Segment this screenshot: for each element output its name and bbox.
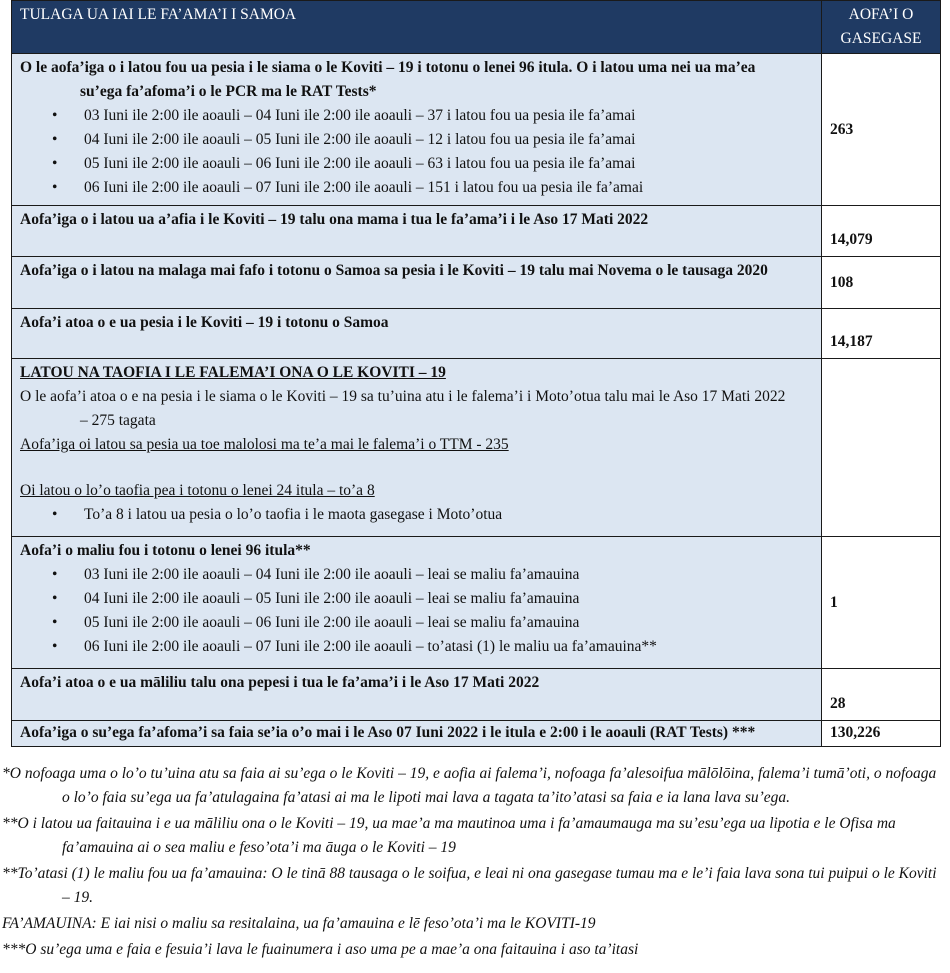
tests-description: Aofa’iga o su’ega fa’afoma’i sa faia se’ia o’o mai i le Aso 07 Iuni 2022 i le itula e 2:00 i le aoauli (RAT Tests) ***: [12, 721, 822, 747]
hospital-description: [12, 359, 822, 537]
new-cases-description: [12, 54, 822, 206]
hospital-value: [822, 359, 941, 537]
list-item: • 03 Iuni ile 2:00 ile aoauli – 04 Iuni ile 2:00 ile aoauli – leai se maliu fa’amauina: [20, 563, 813, 587]
footnote-recorded: FA’AMAUINA: E iai nisi o maliu sa resitalaina, ua fa’amauina e lē feso’ota’i ma le KOVITI-19: [2, 915, 596, 932]
table-row: [12, 721, 941, 747]
deaths-new-list: [20, 563, 813, 659]
total-cases-value: 14,187: [822, 309, 941, 359]
deaths-total-description: Aofa’i atoa o e ua māliliu talu ona pepesi i tua le fa’ama’i i le Aso 17 Mati 2022: [12, 669, 822, 721]
hospital-line3: Oi latou o lo’o taofia pea i totonu o lenei 24 itula – to’a 8: [20, 482, 375, 499]
new-cases-text-cont: su’ega fa’afoma’i o le PCR ma le RAT Tests*: [80, 83, 377, 100]
table-row: [12, 257, 941, 309]
table-header-row: [12, 1, 941, 54]
footnotes: [2, 762, 942, 964]
new-cases-list: [20, 104, 813, 200]
footnote-testing-sites: [2, 762, 942, 810]
footnote-deaths: [2, 812, 942, 860]
list-item: • To’a 8 i latou ua pesia o lo’o taofia i le maota gasegase i Moto’otua: [20, 503, 813, 527]
travellers-value: 108: [822, 257, 941, 309]
table-title: TULAGA UA IAI LE FA’AMA’I I SAMOA: [12, 1, 822, 54]
tests-value: 130,226: [822, 721, 941, 747]
total-column-header: [822, 1, 941, 54]
list-item: • 06 Iuni ile 2:00 ile aoauli – 07 Iuni ile 2:00 ile aoauli – to’atasi (1) le maliu ua fa’amauina**: [20, 635, 813, 659]
list-item: • 03 Iuni ile 2:00 ile aoauli – 04 Iuni ile 2:00 ile aoauli – 37 i latou fou ua pesia ile fa’amai: [20, 104, 813, 128]
deaths-new-value: 1: [822, 537, 941, 669]
new-cases-value: 263: [822, 54, 941, 206]
footnote-tests: ***O su’ega uma e faia e fesuia’i lava le fuainumera i aso uma pe a mae’a ona faitauina i aso ta’itasi: [2, 941, 639, 958]
recovered-value: 14,079: [822, 206, 941, 257]
list-item: • 05 Iuni ile 2:00 ile aoauli – 06 Iuni ile 2:00 ile aoauli – 63 i latou fou ua pesia ile fa’amai: [20, 152, 813, 176]
footnote-text: **O i latou ua faitauina i e ua māliliu ona o le Koviti – 19, ua mae’a ma mautinoa uma i fa’amaumauga ma su’esu’ega ua lipotia e le Ofisa ma: [2, 815, 896, 832]
deaths-new-description: [12, 537, 822, 669]
list-item: • 04 Iuni ile 2:00 ile aoauli – 05 Iuni ile 2:00 ile aoauli – leai se maliu fa’amauina: [20, 587, 813, 611]
hospital-list: [20, 503, 813, 527]
list-item: • 05 Iuni ile 2:00 ile aoauli – 06 Iuni ile 2:00 ile aoauli – leai se maliu fa’amauina: [20, 611, 813, 635]
total-header-line2: GASEGASE: [840, 30, 922, 47]
deaths-total-value: 28: [822, 669, 941, 721]
footnote-new-death: [2, 862, 942, 910]
table-row: [12, 537, 941, 669]
hospital-line1-cont: – 275 tagata: [80, 412, 156, 429]
table-row: [12, 669, 941, 721]
new-cases-text: O le aofa’iga o i latou fou ua pesia i le siama o le Koviti – 19 i totonu o lenei 96 itula. O i latou uma nei ua ma’ea: [20, 59, 756, 76]
footnote-text-cont: fa’amauina ai o sea maliu e feso’ota’i ma āuga o le Koviti – 19: [62, 839, 456, 856]
travellers-description: Aofa’iga o i latou na malaga mai fafo i totonu o Samoa sa pesia i le Koviti – 19 talu mai Novema o le tausaga 2020: [12, 257, 822, 309]
list-item: • 06 Iuni ile 2:00 ile aoauli – 07 Iuni ile 2:00 ile aoauli – 151 i latou fou ua pesia ile fa’amai: [20, 176, 813, 200]
table-row: [12, 309, 941, 359]
hospital-heading: LATOU NA TAOFIA I LE FALEMA’I ONA O LE KOVITI – 19: [20, 364, 446, 381]
table-row: [12, 54, 941, 206]
deaths-new-text: Aofa’i o maliu fou i totonu o lenei 96 itula**: [20, 542, 311, 559]
total-header-line1: AOFA’I O: [848, 6, 914, 23]
list-item: • 04 Iuni ile 2:00 ile aoauli – 05 Iuni ile 2:00 ile aoauli – 12 i latou fou ua pesia ile fa’amai: [20, 128, 813, 152]
hospital-line1: O le aofa’i atoa o e na pesia i le siama o le Koviti – 19 sa tu’uina atu i le falema’i i Moto’otua talu mai le Aso 17 Mati 2022: [20, 388, 786, 405]
covid-status-table: [11, 0, 941, 747]
table-row: [12, 359, 941, 537]
hospital-line2: Aofa’iga oi latou sa pesia ua toe malolosi ma te’a mai le falema’i o TTM - 235: [20, 436, 509, 453]
footnote-text: **To’atasi (1) le maliu fou ua fa’amauina: O le tinā 88 tausaga o le soifua, e leai ni ona gasegase tumau ma e le’i faia lava sona tui puipui o le Koviti: [2, 865, 937, 882]
table-row: [12, 206, 941, 257]
footnote-text: *O nofoaga uma o lo’o tu’uina atu sa faia ai su’ega o le Koviti – 19, e aofia ai falema’i, nofoaga fa’alesoifua mālōlōina, falema’i tumā’oti, o nofoaga: [2, 765, 937, 782]
footnote-text-cont: o lo’o faia su’ega ua fa’atulagaina fa’atasi ai ma le lipoti mai lava a tagata ta’ito’atasi sa faia e ia lana lava su’ega.: [62, 789, 791, 806]
recovered-description: Aofa’iga o i latou ua a’afia i le Koviti – 19 talu ona mama i tua le fa’ama’i i le Aso 17 Mati 2022: [12, 206, 822, 257]
total-cases-description: Aofa’i atoa o e ua pesia i le Koviti – 19 i totonu o Samoa: [12, 309, 822, 359]
footnote-text-cont: – 19.: [62, 889, 93, 906]
